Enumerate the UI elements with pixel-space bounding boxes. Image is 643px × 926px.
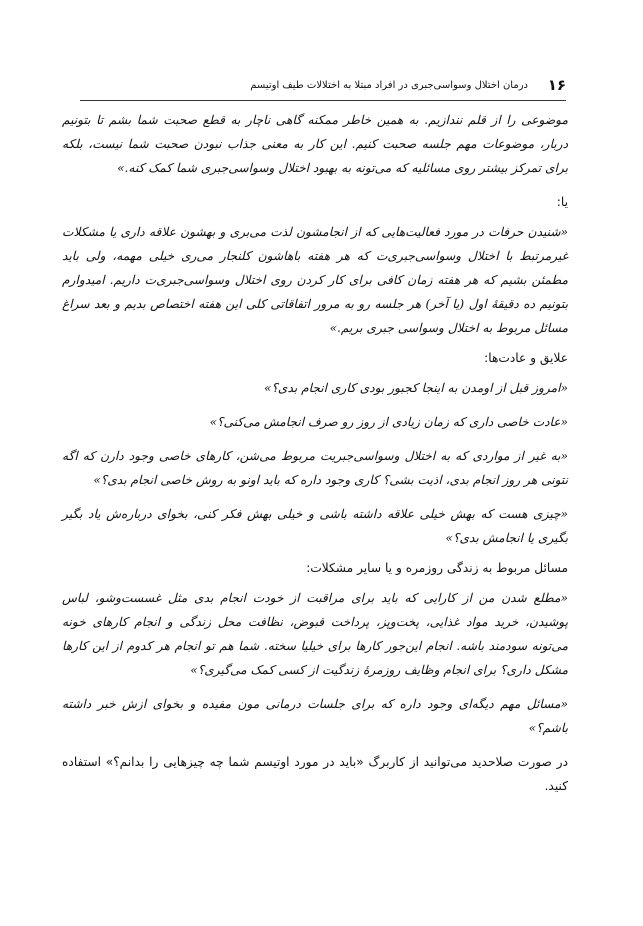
closing-paragraph: در صورت صلاحدید می‌توانید از کاربرگ «باید در مورد اوتیسم شما چه چیزهایی را بدانم؟» استفاده کنید. xyxy=(62,755,568,793)
page-number: ۱۶ xyxy=(547,76,566,94)
section-heading-daily-life: مسائل مربوط به زندگی روزمره و یا سایر مشکلات: xyxy=(306,561,568,575)
header-rule xyxy=(80,100,566,101)
example-quote-2: «شنیدن حرفات در مورد فعالیت‌هایی که از انجامشون لذت می‌بری و بهشون علاقه داری یا مشکلات غیرمرتبط با اختلال وسواسی‌جبری‌ت که هر هفته باهاشون کلنجار می‌ری خیلی مهمه، ولی باید مطمئن بشیم که هر هفته زمان کافی برای کار کردن روی اختلال وسواسی‌جبری‌ت داریم. امیدوارم بتونیم ده دقیقهٔ اول (یا آخر) هر جلسه رو به مرور اتفاقاتی کلی این هفته اختصاص بدیم و بعد سراغ مسائل مربوط به اختلال وسواسی جبری بریم.» xyxy=(62,225,568,335)
or-label: یا: xyxy=(556,195,568,209)
example-quote-7: «مطلع شدن من از کارایی که باید برای مراقبت از خودت انجام بدی مثل غسست‌وشو، لباس پوشیدن، خرید مواد غذایی، پخت‌وپز، پرداخت قبوض، نظافت محل زندگی و انجام کارهای خونه می‌تونه سودمند باشه. انجام این‌جور کارها برای خیلیا سخته. شما هم تو انجام هر کدوم از این کارها مشکل داری؟ برای انجام وظایف روزمرهٔ زندگیت از کسی کمک می‌گیری؟» xyxy=(62,591,568,677)
example-quote-1: موضوعی را از قلم نندازیم. به همین خاطر ممکنه گاهی ناچار به قطع صحبت شما بشم تا بتونیم دربار، موضوعات مهم جلسه صحبت کنیم. این کار به معنی جذاب نبودن صحبت شما نیست، بلکه برای تمرکز بیشتر روی مسائلیه که می‌تونه به بهبود اختلال وسواسی‌جبری شما کمک کنه.» xyxy=(62,113,568,175)
example-quote-5: «به غیر از مواردی که به اختلال وسواسی‌جبریت مربوط می‌شن، کارهای خاصی وجود دارن که اگه نتونی هر روز انجام بدی، اذیت بشی؟ کاری وجود داره که باید اونو به روش خاصی انجام بدی؟» xyxy=(62,449,568,487)
page-body xyxy=(62,108,568,798)
example-quote-8: «مسائل مهم دیگه‌ای وجود داره که برای جلسات درمانی مون مفیده و بخوای ازش خبر داشته باشم؟» xyxy=(62,697,568,735)
example-quote-4: «عادت خاصی داری که زمان زیادی از روز رو صرف انجامش می‌کنی؟» xyxy=(209,415,568,429)
example-quote-3: «امروز قبل از اومدن به اینجا کجبور بودی کاری انجام بدی؟» xyxy=(263,381,568,395)
running-title: درمان اختلال وسواسی‌جبری در افراد مبتلا به اختلالات طیف اوتیسم xyxy=(250,80,528,91)
example-quote-6: «چیزی هست که بهش خیلی علاقه داشته باشی و خیلی بهش فکر کنی، بخوای درباره‌ش یاد بگیر بگیری یا انجامش بدی؟» xyxy=(62,507,568,545)
section-heading-interests: علایق و عادت‌ها: xyxy=(484,351,568,365)
page-header xyxy=(80,78,566,100)
